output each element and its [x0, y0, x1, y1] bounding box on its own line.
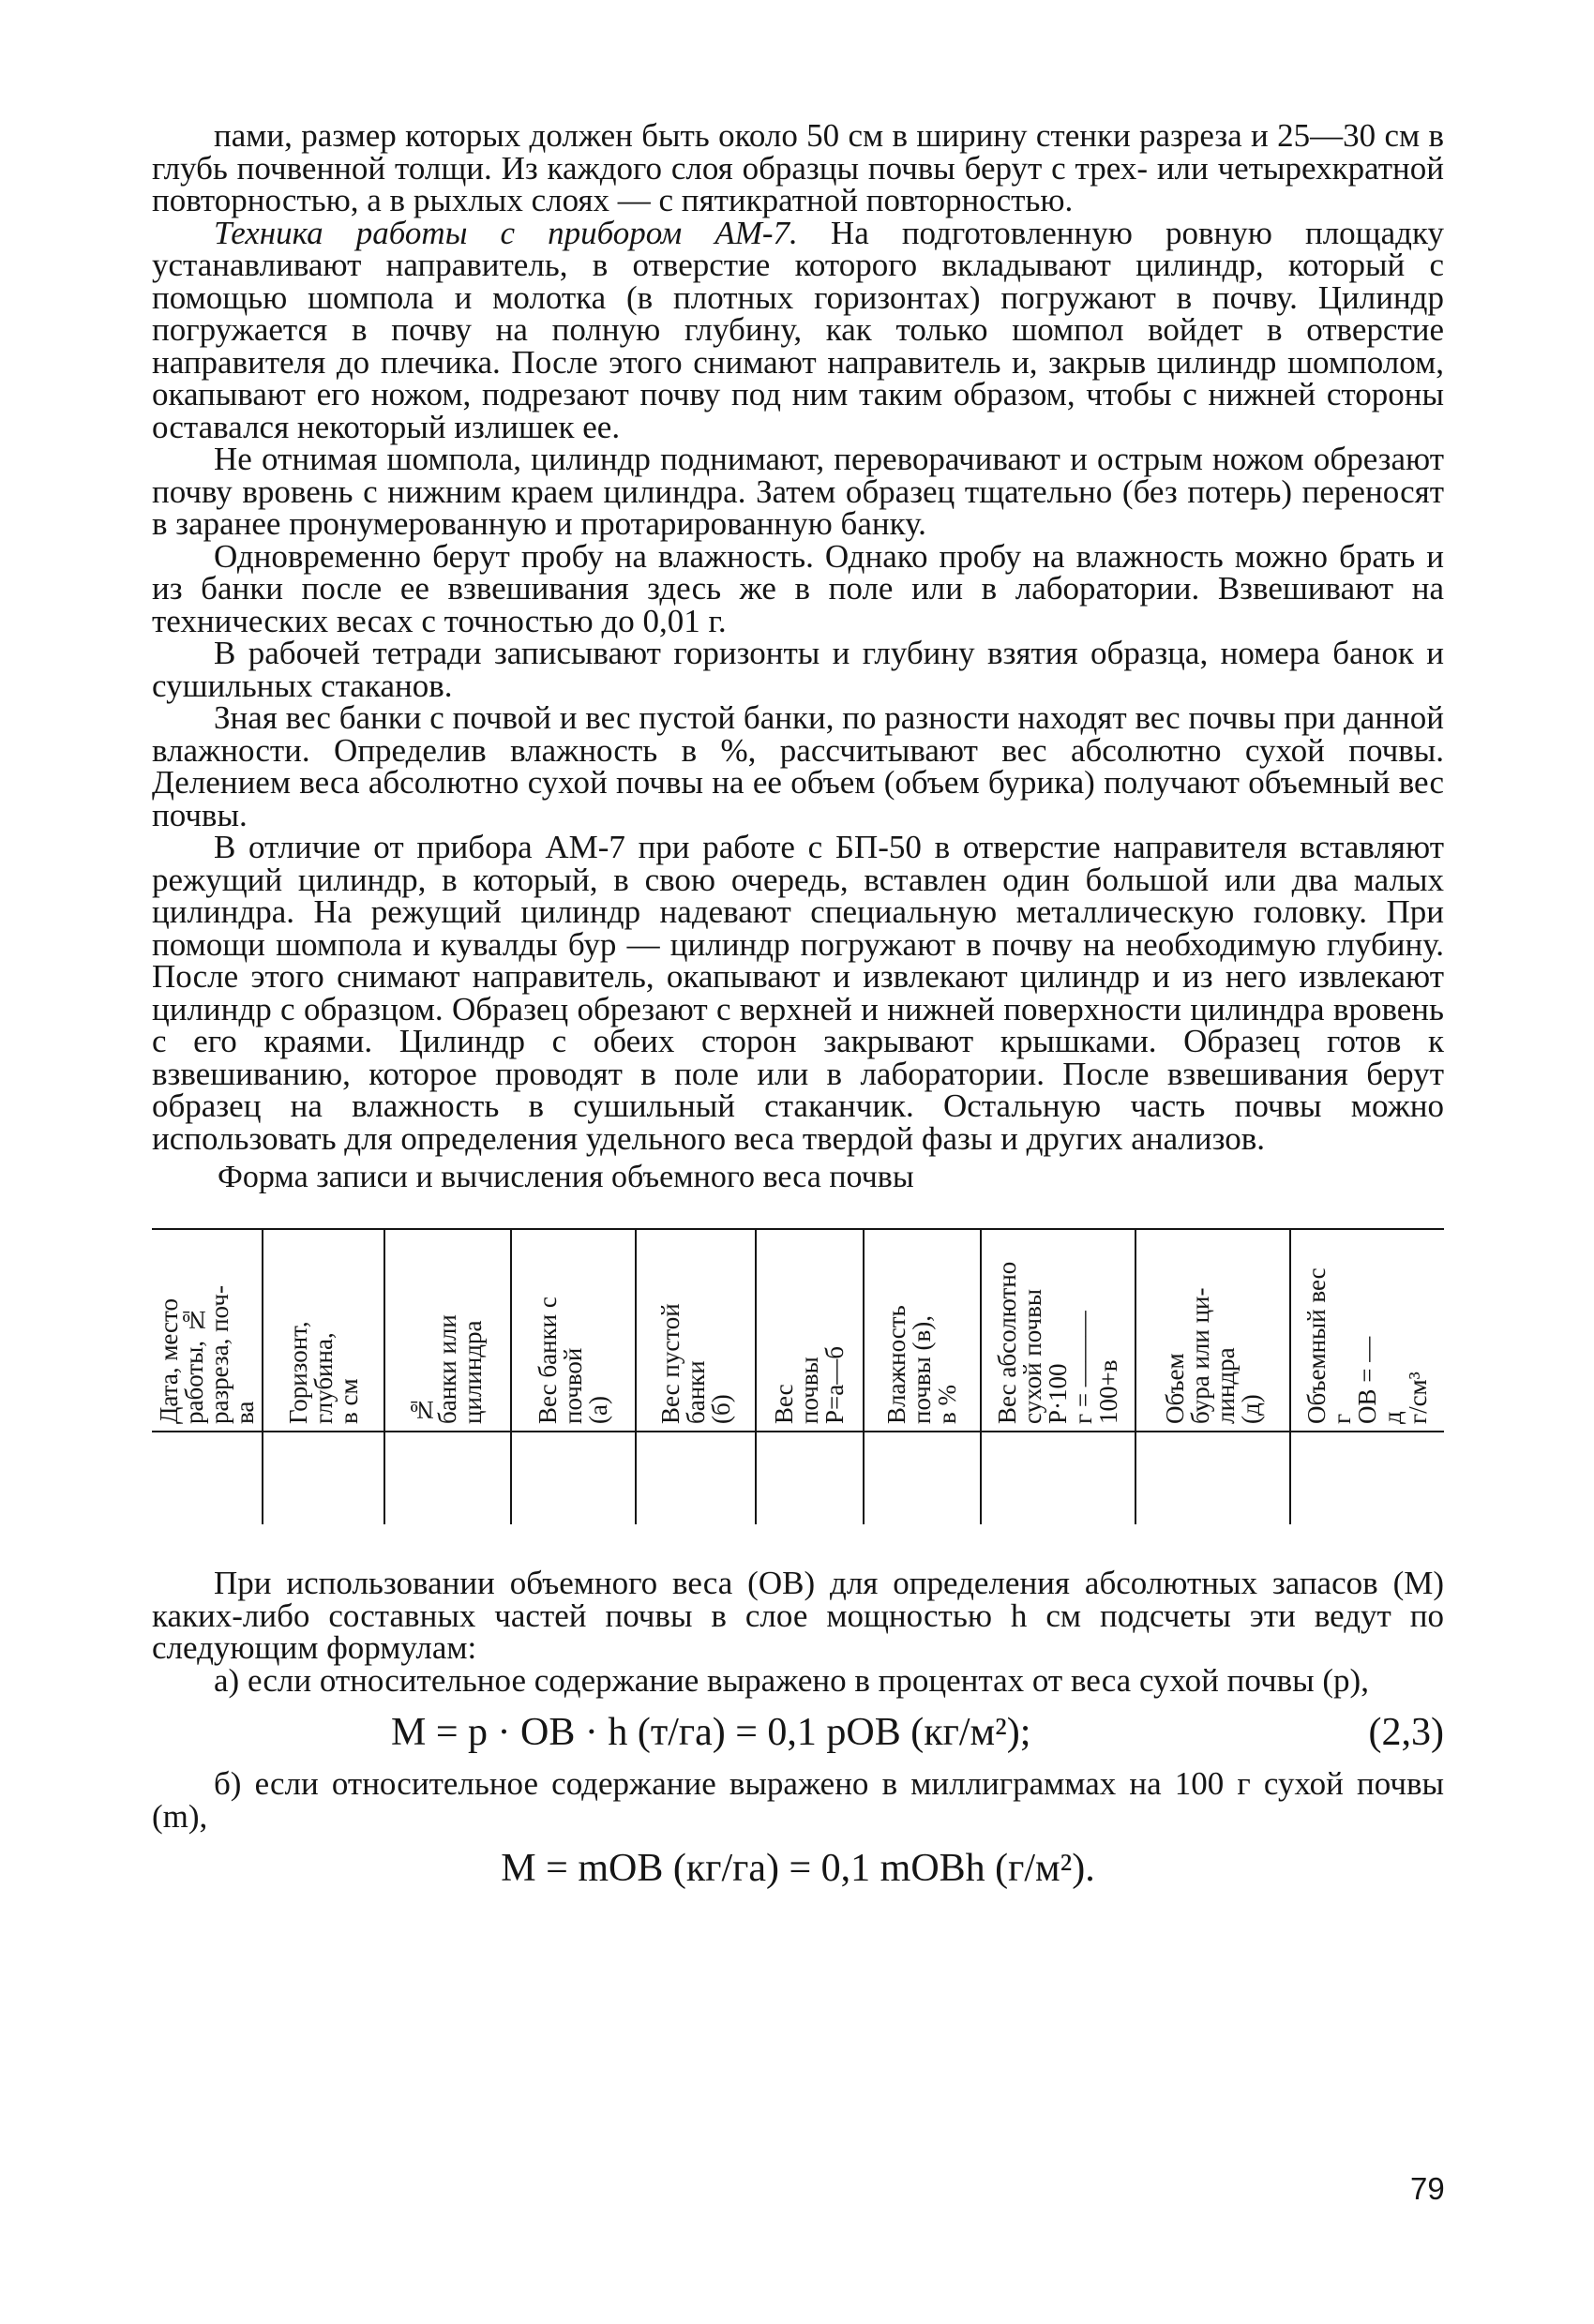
- header-cell: Вес почвы Р=а—б: [756, 1229, 864, 1432]
- paragraph: пами, размер которых должен быть около 50 см в ширину стенки разреза и 25—30 см в глубь почвенной толщи. Из каждого слоя образцы почвы берут с трех- или четырехкратной повторностью, а в рыхлых слоях — с пятикратной повторностью.: [152, 117, 1444, 218]
- table-header-row: [152, 1229, 1444, 1432]
- header-cell: Горизонт, глубина, в см: [263, 1229, 384, 1432]
- empty-cell: [981, 1432, 1135, 1524]
- paragraph-am7: [152, 214, 1444, 445]
- empty-cell: [384, 1432, 511, 1524]
- paragraph: Одновременно берут пробу на влажность. Однако пробу на влажность можно брать и из банки после ее взвешивания здесь же в поле или в лаборатории. Взвешивают на технических весах с точностью до 0,01 г.: [152, 537, 1444, 639]
- empty-cell: [511, 1432, 636, 1524]
- table-row: [152, 1432, 1444, 1524]
- paragraph: В отличие от прибора АМ-7 при работе с БП-50 в отверстие направителя вставляют режущий цилиндр, в который, в свою очередь, вставлен один большой или два малых цилиндра. На режущий цилиндр надевают специальную металлическую головку. При помощи шомпола и кувалды бур — цилиндр погружают в почву на необходимую глубину. После этого снимают направитель, окапывают и извлекают цилиндр и из него извлекают цилиндр с образцом. Образец обрезают с верхней и нижней поверхности цилиндра вровень с его краями. Цилиндр с обеих сторон закрывают крышками. Образец готов к взвешиванию, которое проводят в поле или в лаборатории. После взвешивания берут образец на влажность в сушильный стаканчик. Остальную часть почвы можно использовать для определения удельного веса твердой фазы и других анализов.: [152, 829, 1444, 1157]
- empty-cell: [756, 1432, 864, 1524]
- paragraph: Зная вес банки с почвой и вес пустой банки, по разности находят вес почвы при данной влажности. Определив влажность в %, рассчитывают вес абсолютно сухой почвы. Делением веса абсолютно сухой почвы на ее объем (объем бурика) получают объемный вес почвы.: [152, 699, 1444, 833]
- header-cell: Объем бура или ци- линдра (д): [1135, 1229, 1290, 1432]
- page-body: [152, 117, 1444, 1904]
- header-cell: Объемный вес г ОВ = — д г/см³: [1290, 1229, 1444, 1432]
- empty-cell: [1135, 1432, 1290, 1524]
- header-cell: Влажность почвы (в), в %: [864, 1229, 981, 1432]
- empty-cell: [1290, 1432, 1444, 1524]
- formula-number: (2,3): [1368, 1711, 1444, 1754]
- header-cell: Вес банки с почвой (а): [511, 1229, 636, 1432]
- page-number: 79: [1410, 2171, 1445, 2206]
- header-cell: Вес абсолютно сухой почвы Р·100 г = ——— 100+в: [981, 1229, 1135, 1432]
- empty-cell: [864, 1432, 981, 1524]
- header-cell: Вес пустой банки (б): [636, 1229, 756, 1432]
- paragraph-text: На подготовленную ровную площадку устанавливают направитель, в отверстие которого вкладывают цилиндр, который с помощью шомпола и молотка (в плотных горизонтах) погружают в почву. Цилиндр погружается в почву на полную глубину, как только шомпол войдет в отверстие направителя до плечика. После этого снимают направитель и, закрыв цилиндр шомполом, окапывают его ножом, подрезают почву под ним таким образом, чтобы с нижней стороны оставался некоторый излишек ее.: [152, 214, 1444, 445]
- record-form-table: [152, 1228, 1444, 1524]
- paragraph: б) если относительное содержание выражено в миллиграммах на 100 г сухой почвы (m),: [152, 1765, 1444, 1835]
- formula-2-3: [152, 1708, 1444, 1757]
- formula-second: M = mОВ (кг/га) = 0,1 mОВh (г/м²).: [501, 1847, 1095, 1890]
- paragraph: При использовании объемного веса (ОВ) для определения абсолютных запасов (М) каких-либо составных частей почвы в слое мощностью h см подсчеты эти ведут по следующим формулам:: [152, 1565, 1444, 1666]
- paragraph: Не отнимая шомпола, цилиндр поднимают, переворачивают и острым ножом обрезают почву вровень с нижним краем цилиндра. Затем образец тщательно (без потерь) переносят в заранее пронумерованную и протарированную банку.: [152, 441, 1444, 542]
- header-cell: № банки или цилиндра: [384, 1229, 511, 1432]
- paragraph: В рабочей тетради записывают горизонты и глубину взятия образца, номера банок и сушильных стаканов.: [152, 635, 1444, 704]
- empty-cell: [636, 1432, 756, 1524]
- empty-cell: [152, 1432, 263, 1524]
- section-heading-italic: Техника работы с прибором АМ-7.: [214, 214, 798, 251]
- paragraph: а) если относительное содержание выражено в процентах от веса сухой почвы (p),: [214, 1661, 1369, 1699]
- formula-text: M = p · ОВ · h (т/га) = 0,1 pОВ (кг/м²);: [391, 1711, 1031, 1754]
- empty-cell: [263, 1432, 384, 1524]
- header-cell: Дата, место работы, № разреза, поч- ва: [152, 1229, 263, 1432]
- table-caption: Форма записи и вычисления объемного веса почвы: [218, 1160, 914, 1194]
